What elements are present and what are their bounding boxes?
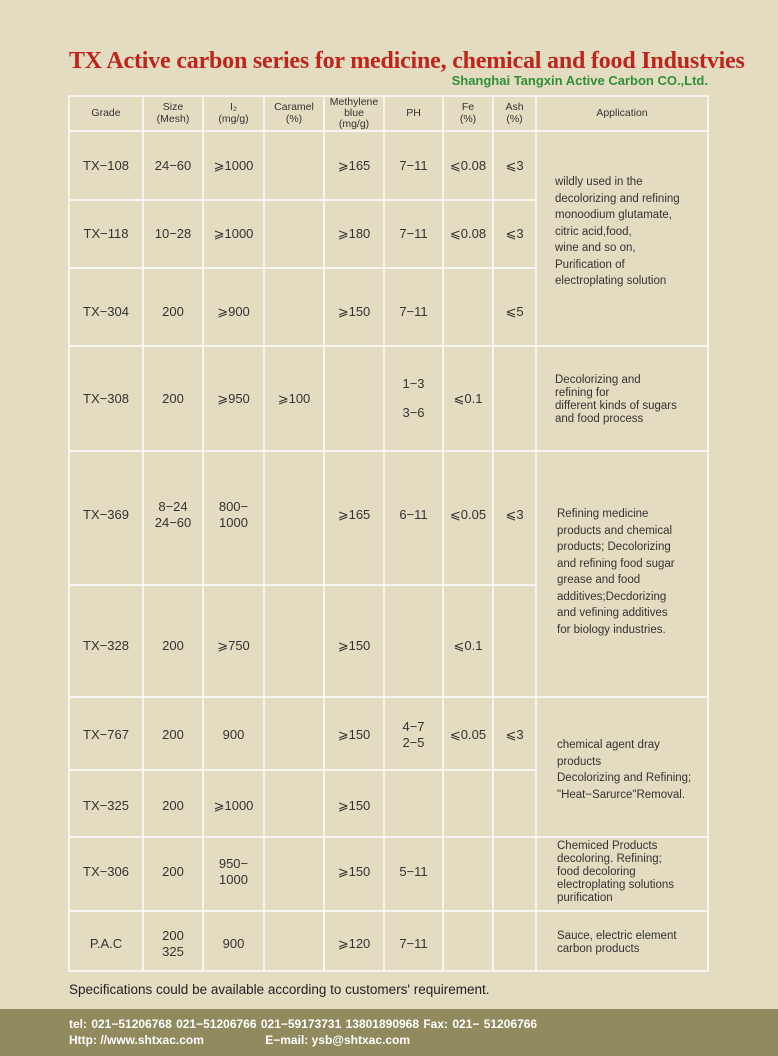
cell-ph: 5−11: [399, 864, 428, 880]
cell-ash: [493, 346, 536, 451]
cell-methylene: ⩾150: [337, 864, 371, 880]
cell-size: 24−60: [154, 157, 192, 173]
footer-web-line: [69, 1033, 410, 1047]
cell-caramel: ⩾100: [277, 390, 311, 406]
cell-size: 200: [162, 304, 184, 320]
specification-note: Specifications could be available according to customers' requirement.: [69, 982, 490, 997]
cell-caramel: [264, 911, 324, 977]
cell-ash: [493, 585, 536, 707]
cell-size: 200 325: [162, 928, 184, 959]
cell-fe: ⩽0.1: [453, 390, 483, 406]
cell-ph: 7−11: [399, 226, 428, 242]
cell-caramel: [264, 268, 324, 356]
header-fe: Fe (%): [459, 101, 477, 125]
cell-methylene: ⩾150: [337, 727, 371, 743]
cell-methylene: ⩾180: [337, 226, 371, 242]
cell-ph: [384, 585, 443, 707]
cell-ph: [384, 770, 443, 841]
cell-iodine: ⩾1000: [213, 157, 254, 173]
cell-methylene: ⩾165: [337, 157, 371, 173]
cell-ph: 7−11: [399, 936, 428, 952]
cell-fe: ⩽0.08: [449, 157, 487, 173]
header-application: Application: [596, 106, 648, 119]
cell-size: 200: [162, 390, 184, 406]
cell-grade: TX−767: [83, 727, 129, 743]
footer-contact-phones: tel: 021−51206768 021−51206766 021−59173731 13801890968 Fax: 021− 51206766: [69, 1017, 538, 1031]
cell-caramel: [264, 451, 324, 579]
cell-iodine: ⩾750: [217, 638, 250, 654]
cell-ash: [493, 911, 536, 977]
cell-grade: TX−328: [83, 638, 129, 654]
cell-size: 200: [162, 864, 184, 880]
cell-grade: TX−308: [83, 390, 129, 406]
cell-methylene: ⩾165: [337, 507, 371, 523]
cell-grade: TX−369: [83, 507, 129, 523]
header-iodine: I₂ (mg/g): [218, 101, 249, 125]
cell-fe: [443, 770, 493, 841]
cell-methylene: ⩾150: [337, 638, 371, 654]
cell-grade: TX−304: [83, 304, 129, 320]
header-size: Size (Mesh): [156, 101, 190, 125]
cell-grade: TX−118: [83, 226, 129, 242]
cell-ph: 7−11: [399, 304, 428, 320]
company-name: Shanghai Tangxin Active Carbon CO.,Ltd.: [451, 73, 708, 88]
cell-iodine: 900: [222, 936, 245, 952]
cell-iodine: 900: [222, 727, 245, 743]
cell-grade: TX−306: [83, 864, 129, 880]
cell-grade: TX−325: [83, 797, 129, 813]
cell-ash: ⩽3: [505, 226, 524, 242]
cell-fe: ⩽0.08: [449, 226, 487, 242]
cell-size: 200: [162, 638, 184, 654]
cell-ph: 7−11: [399, 157, 428, 173]
cell-size: 10−28: [154, 226, 192, 242]
cell-size: 200: [162, 797, 184, 813]
cell-iodine: 800− 1000: [218, 499, 249, 530]
header-ash: Ash (%): [505, 101, 524, 125]
cell-caramel: [264, 697, 324, 773]
email-link[interactable]: E−mail: ysb@shtxac.com: [265, 1033, 411, 1047]
cell-fe: [443, 911, 493, 977]
cell-caramel: [264, 770, 324, 841]
cell-ash: ⩽5: [505, 304, 524, 320]
application-text: Chemiced Products decoloring. Refining; food decoloring electroplating solutions purification: [557, 840, 674, 904]
application-text: chemical agent dray products Decolorizing and Refining; "Heat−Sarurce"Removal.: [557, 739, 692, 801]
cell-grade: TX−108: [83, 157, 129, 173]
cell-ph: 1−3 3−6: [402, 376, 425, 420]
header-caramel: Caramel (%): [274, 101, 314, 125]
cell-fe: ⩽0.05: [449, 727, 487, 743]
cell-methylene: ⩾150: [337, 304, 371, 320]
cell-caramel: [264, 585, 324, 707]
application-text: wildly used in the decolorizing and refining monoodium glutamate, citric acid,food, wine and so on, Purification of electroplating solution: [555, 176, 680, 287]
cell-ash: [493, 837, 536, 907]
cell-fe: [443, 268, 493, 356]
cell-fe: ⩽0.1: [453, 638, 483, 654]
cell-iodine: ⩾1000: [213, 226, 254, 242]
page-title: TX Active carbon series for medicine, chemical and food Industvies: [69, 48, 745, 74]
cell-grade: P.A.C: [89, 936, 123, 952]
cell-iodine: 950− 1000: [218, 856, 249, 887]
cell-methylene: ⩾120: [337, 936, 371, 952]
header-grade: Grade: [91, 106, 121, 119]
application-text: Refining medicine products and chemical products; Decolorizing and refining food sugar grease and food additives;Decdorizing and vefining additives for biology industries.: [557, 508, 675, 636]
cell-methylene: ⩾150: [337, 797, 371, 813]
header-methylene-blue: Methylene blue (mg/g): [329, 95, 379, 130]
cell-iodine: ⩾900: [217, 304, 250, 320]
cell-size: 200: [162, 727, 184, 743]
cell-iodine: ⩾950: [217, 390, 250, 406]
cell-ash: [493, 770, 536, 841]
website-link[interactable]: Http: //www.shtxac.com: [69, 1033, 204, 1047]
cell-iodine: ⩾1000: [213, 797, 254, 813]
cell-fe: ⩽0.05: [449, 507, 487, 523]
cell-fe: [443, 837, 493, 907]
cell-caramel: [264, 837, 324, 907]
cell-ph: 6−11: [399, 507, 428, 523]
cell-size: 8−24 24−60: [154, 499, 192, 530]
cell-ash: ⩽3: [505, 157, 524, 173]
cell-methylene: [324, 346, 384, 451]
footer-bar: [0, 1009, 778, 1056]
application-text: Decolorizing and refining for different kinds of sugars and food process: [555, 374, 677, 425]
cell-caramel: [264, 200, 324, 268]
header-ph: PH: [406, 106, 421, 119]
application-text: Sauce, electric element carbon products: [557, 930, 677, 955]
cell-ash: ⩽3: [505, 727, 524, 743]
cell-ash: ⩽3: [505, 507, 524, 523]
cell-caramel: [264, 131, 324, 200]
cell-ph: 4−7 2−5: [402, 719, 425, 750]
